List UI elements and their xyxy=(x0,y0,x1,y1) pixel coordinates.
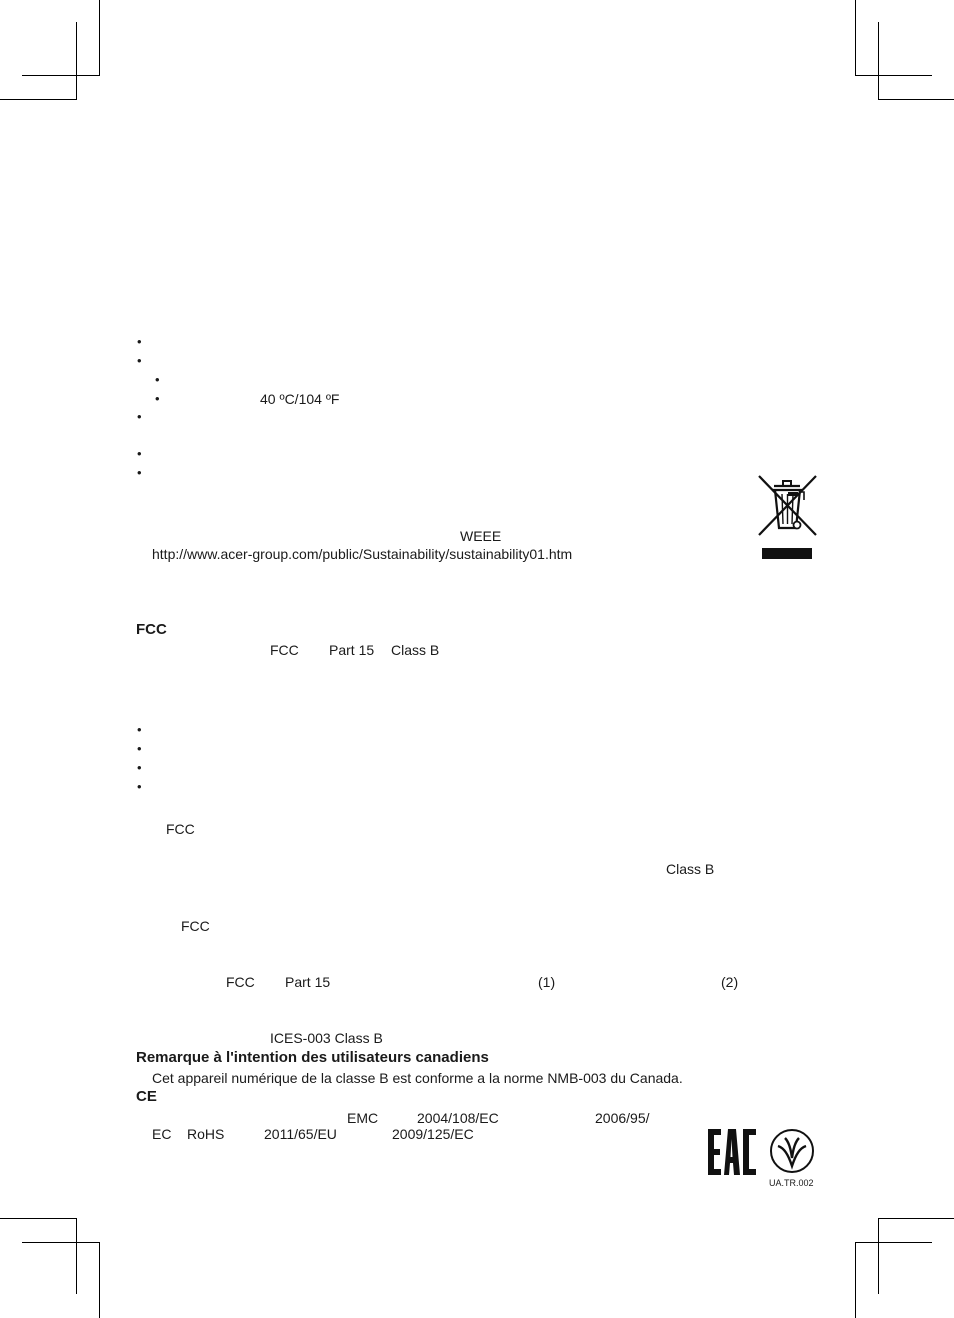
emc-ref: EMC xyxy=(347,1110,379,1126)
fcc-ref-4: FCC xyxy=(226,974,255,990)
sub-bullet: • xyxy=(155,391,160,406)
ua-conformity-mark-icon xyxy=(768,1126,816,1176)
crossed-out-bin-icon xyxy=(752,472,822,564)
classb-ref-2: Class B xyxy=(666,861,715,877)
bullet: • xyxy=(137,465,142,480)
bullet: • xyxy=(137,334,142,349)
eac-mark-icon xyxy=(706,1127,758,1177)
canada-heading: Remarque à l'intention des utilisateurs canadiens xyxy=(136,1049,489,1066)
temperature-limit: 40 ºC/104 ºF xyxy=(260,391,340,407)
bullet: • xyxy=(137,741,142,756)
fcc-heading: FCC xyxy=(136,621,167,638)
rohs-directive: 2011/65/EU xyxy=(264,1126,337,1142)
condition-1: (1) xyxy=(538,974,556,990)
bullet: • xyxy=(137,446,142,461)
bullet: • xyxy=(137,722,142,737)
lvd-directive: 2006/95/ xyxy=(595,1110,650,1126)
ua-code: UA.TR.002 xyxy=(769,1178,814,1188)
fcc-ref-1: FCC xyxy=(270,642,299,658)
ce-heading: CE xyxy=(136,1088,157,1105)
sub-bullet: • xyxy=(155,372,160,387)
erp-directive: 2009/125/EC xyxy=(392,1126,474,1142)
bullet: • xyxy=(137,779,142,794)
bullet: • xyxy=(137,760,142,775)
part15-ref-1: Part 15 xyxy=(329,642,375,658)
rohs-ref: RoHS xyxy=(187,1126,225,1142)
emc-directive: 2004/108/EC xyxy=(417,1110,499,1126)
classb-ref-1: Class B xyxy=(391,642,440,658)
ices-ref: ICES-003 Class B xyxy=(270,1030,383,1046)
part15-ref-2: Part 15 xyxy=(285,974,331,990)
canada-text: Cet appareil numérique de la classe B est conforme a la norme NMB-003 du Canada. xyxy=(152,1070,683,1086)
condition-2: (2) xyxy=(721,974,739,990)
bullet: • xyxy=(137,353,142,368)
fcc-ref-2: FCC xyxy=(166,821,195,837)
ec-ref: EC xyxy=(152,1126,172,1142)
fcc-ref-3: FCC xyxy=(181,918,210,934)
weee-url: http://www.acer-group.com/public/Sustainability/sustainability01.htm xyxy=(152,546,573,562)
bullet: • xyxy=(137,409,142,424)
weee-label: WEEE xyxy=(460,528,502,544)
